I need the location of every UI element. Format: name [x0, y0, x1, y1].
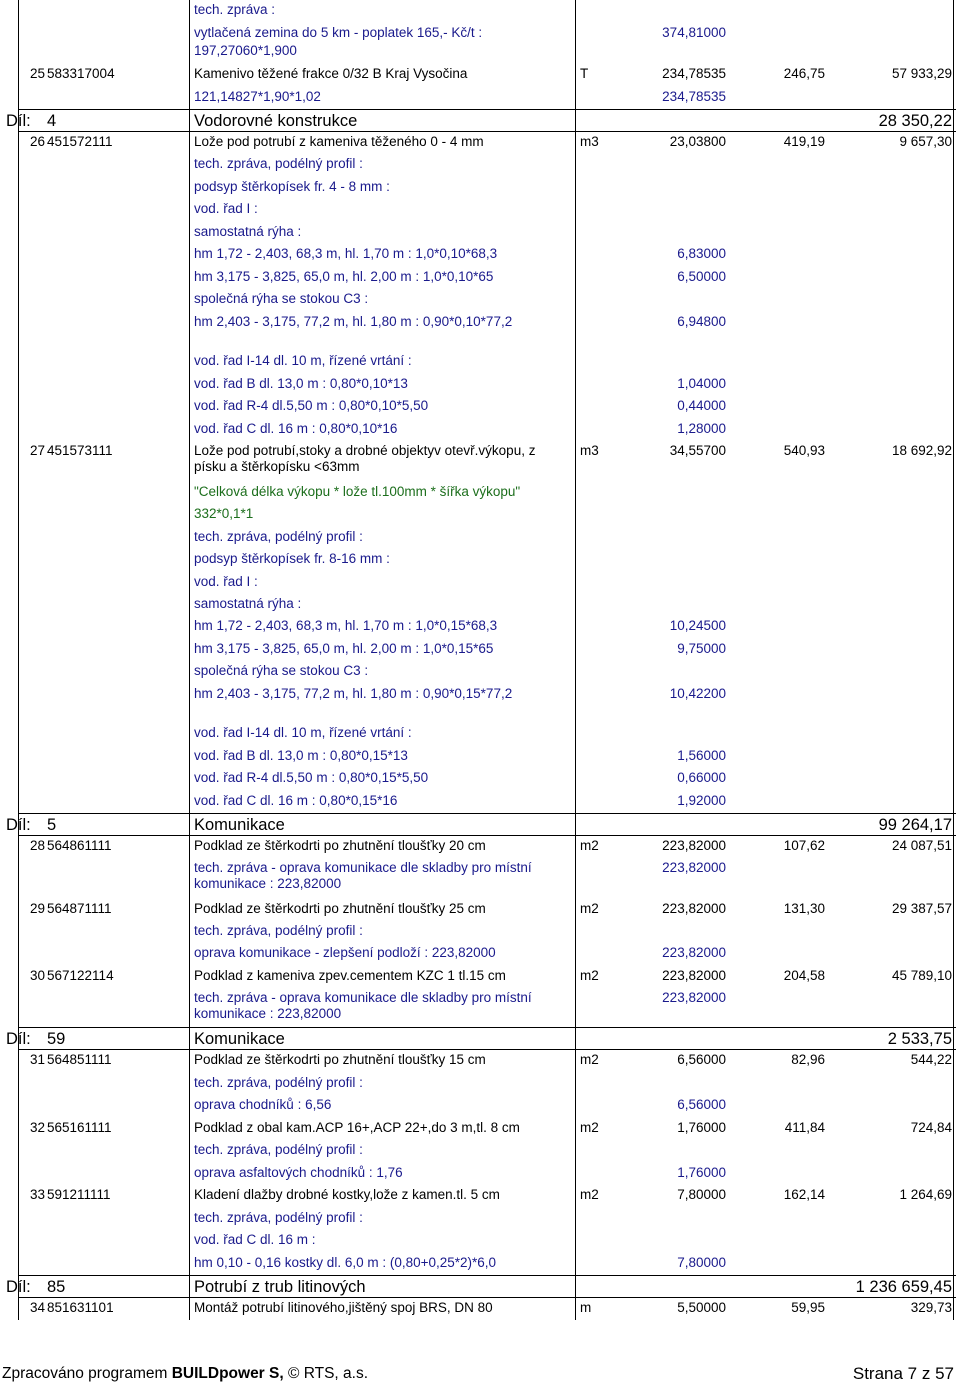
item-unit-price: 204,58: [783, 968, 825, 983]
item-note: vod. řad C dl. 16 m :: [194, 1232, 316, 1247]
item-quantity: 6,56000: [677, 1097, 726, 1112]
item-note: vod. řad C dl. 16 m : 0,80*0,10*16: [194, 421, 398, 436]
item-unit: m2: [580, 1120, 599, 1135]
item-quantity: 6,94800: [677, 314, 726, 329]
item-unit-price: 82,96: [791, 1052, 825, 1067]
item-description: Kamenivo těžené frakce 0/32 B Kraj Vysočina: [194, 66, 468, 81]
page-footer: [0, 1366, 960, 1388]
item-description: Podklad ze štěrkodrti po zhutnění tloušťky 25 cm: [194, 901, 486, 916]
item-number: 27: [29, 443, 45, 458]
item-note: podsyp štěrkopísek fr. 8-16 mm :: [194, 551, 390, 566]
item-quantity: 34,55700: [669, 443, 726, 458]
item-note: společná rýha se stokou C3 :: [194, 291, 369, 306]
section-number: 85: [47, 1278, 66, 1296]
item-note: společná rýha se stokou C3 :: [194, 663, 369, 678]
item-quantity: 234,78535: [662, 66, 726, 81]
item-total: 57 933,29: [891, 66, 952, 81]
item-code: 564871111: [47, 901, 112, 916]
section-border-top: [18, 1027, 956, 1028]
item-total: 9 657,30: [899, 134, 952, 149]
item-quantity: 0,66000: [677, 770, 726, 785]
item-note: tech. zpráva :: [194, 2, 276, 17]
item-code: 591211111: [47, 1187, 111, 1202]
item-total: 329,73: [910, 1300, 952, 1315]
item-total: 544,22: [910, 1052, 952, 1067]
item-quantity: 6,56000: [677, 1052, 726, 1067]
item-number: 30: [29, 968, 45, 983]
item-note: vod. řad B dl. 13,0 m : 0,80*0,10*13: [194, 376, 408, 391]
item-quantity: 10,42200: [669, 686, 726, 701]
item-quantity: 1,76000: [677, 1165, 726, 1180]
item-note: 332*0,1*1: [194, 506, 254, 521]
item-quantity: 1,04000: [677, 376, 726, 391]
item-note: tech. zpráva, podélný profil :: [194, 156, 363, 171]
item-note: oprava komunikace - zlepšení podloží : 223,82000: [194, 945, 496, 960]
item-unit-price: 107,62: [783, 838, 825, 853]
item-note: vytlačená zemina do 5 km - poplatek 165,- Kč/t :: [194, 25, 483, 40]
footer-prefix: Zpracováno programem: [2, 1365, 172, 1382]
item-note: tech. zpráva, podélný profil :: [194, 529, 363, 544]
section-title: Komunikace: [194, 816, 285, 834]
item-note: hm 0,10 - 0,16 kostky dl. 6,0 m : (0,80+0,25*2)*6,0: [194, 1255, 497, 1270]
item-total: 724,84: [910, 1120, 952, 1135]
section-total: 28 350,22: [878, 112, 952, 130]
item-quantity: 234,78535: [662, 89, 726, 104]
item-note: hm 3,175 - 3,825, 65,0 m, hl. 2,00 m : 1,0*0,15*65: [194, 641, 494, 656]
item-number: 25: [29, 66, 45, 81]
item-unit-price: 131,30: [783, 901, 825, 916]
item-description: Podklad ze štěrkodrti po zhutnění tloušťky 20 cm: [194, 838, 486, 853]
item-total: 45 789,10: [891, 968, 952, 983]
item-description: Podklad z obal kam.ACP 16+,ACP 22+,do 3 m,tl. 8 cm: [194, 1120, 520, 1135]
item-unit: m3: [580, 443, 599, 458]
item-quantity: 9,75000: [677, 641, 726, 656]
item-number: 28: [29, 838, 45, 853]
item-total: 29 387,57: [891, 901, 952, 916]
item-total: 18 692,92: [891, 443, 952, 458]
item-note: oprava chodníků : 6,56: [194, 1097, 332, 1112]
item-unit: m2: [580, 901, 599, 916]
item-note: "Celková délka výkopu * lože tl.100mm * šířka výkopu": [194, 484, 521, 499]
item-unit: m3: [580, 134, 599, 149]
item-number: 34: [29, 1300, 45, 1315]
footer-copyright: © RTS, a.s.: [283, 1365, 369, 1382]
item-number: 31: [29, 1052, 45, 1067]
item-quantity: 223,82000: [662, 838, 726, 853]
item-code: 451572111: [47, 134, 113, 149]
item-note: tech. zpráva - oprava komunikace dle skladby pro místní komunikace : 223,82000: [194, 860, 532, 891]
item-note: vod. řad R-4 dl.5,50 m : 0,80*0,10*5,50: [194, 398, 429, 413]
item-quantity: 1,56000: [677, 748, 726, 763]
section-number: 4: [47, 112, 57, 130]
item-number: 26: [29, 134, 45, 149]
item-code: 583317004: [47, 66, 115, 81]
item-description: Podklad ze štěrkodrti po zhutnění tloušťky 15 cm: [194, 1052, 486, 1067]
section-border-bottom: [18, 1049, 956, 1050]
section-label: Díl:: [6, 112, 31, 130]
item-quantity: 0,44000: [677, 398, 726, 413]
item-code: 564861111: [47, 838, 112, 853]
item-quantity: 223,82000: [662, 968, 726, 983]
item-unit-price: 540,93: [783, 443, 825, 458]
item-quantity: 223,82000: [662, 945, 726, 960]
column-divider: [189, 0, 190, 1320]
page-number: Strana 7 z 57: [852, 1364, 954, 1383]
item-unit: m2: [580, 838, 599, 853]
item-note: vod. řad I :: [194, 574, 258, 589]
item-note: hm 1,72 - 2,403, 68,3 m, hl. 1,70 m : 1,0*0,10*68,3: [194, 246, 498, 261]
item-total: 1 264,69: [899, 1187, 952, 1202]
item-total: 24 087,51: [891, 838, 952, 853]
section-label: Díl:: [6, 1030, 31, 1048]
item-quantity: 1,28000: [677, 421, 726, 436]
item-note: vod. řad I :: [194, 201, 258, 216]
section-border-bottom: [18, 131, 956, 132]
item-note: vod. řad C dl. 16 m : 0,80*0,15*16: [194, 793, 398, 808]
table-border-right: [953, 0, 954, 1320]
item-description: Lože pod potrubí z kameniva těženého 0 - 4 mm: [194, 134, 484, 149]
item-quantity: 23,03800: [669, 134, 726, 149]
item-description: Montáž potrubí litinového,jištěný spoj BRS, DN 80: [194, 1300, 493, 1315]
section-border-top: [18, 109, 956, 110]
item-code: 564851111: [47, 1052, 112, 1067]
section-border-bottom: [18, 1297, 956, 1298]
item-unit-price: 246,75: [783, 66, 825, 81]
section-border-bottom: [18, 835, 956, 836]
item-quantity: 223,82000: [662, 990, 726, 1005]
item-code: 565161111: [47, 1120, 112, 1135]
item-note: vod. řad I-14 dl. 10 m, řízené vrtání :: [194, 725, 412, 740]
section-border-top: [18, 813, 956, 814]
item-note: 121,14827*1,90*1,02: [194, 89, 321, 104]
item-unit-price: 162,14: [783, 1187, 825, 1202]
item-note: samostatná rýha :: [194, 224, 302, 239]
section-total: 2 533,75: [887, 1030, 952, 1048]
item-note: oprava asfaltových chodníků : 1,76: [194, 1165, 403, 1180]
item-description: Podklad z kameniva zpev.cementem KZC 1 tl.15 cm: [194, 968, 506, 983]
section-total: 1 236 659,45: [855, 1278, 952, 1296]
item-note: tech. zpráva, podélný profil :: [194, 1075, 363, 1090]
section-number: 5: [47, 816, 57, 834]
item-note: podsyp štěrkopísek fr. 4 - 8 mm :: [194, 179, 390, 194]
item-quantity: 223,82000: [662, 860, 726, 875]
item-number: 33: [29, 1187, 45, 1202]
item-quantity: 5,50000: [677, 1300, 726, 1315]
item-description: Kladení dlažby drobné kostky,lože z kamen.tl. 5 cm: [194, 1187, 500, 1202]
item-quantity: 6,83000: [677, 246, 726, 261]
item-quantity: 7,80000: [677, 1255, 726, 1270]
item-quantity: 1,92000: [677, 793, 726, 808]
section-number: 59: [47, 1030, 66, 1048]
item-note: hm 2,403 - 3,175, 77,2 m, hl. 1,80 m : 0,90*0,10*77,2: [194, 314, 513, 329]
item-note: 197,27060*1,900: [194, 43, 297, 58]
item-quantity: 1,76000: [677, 1120, 726, 1135]
item-number: 32: [29, 1120, 45, 1135]
item-note: tech. zpráva, podélný profil :: [194, 1210, 363, 1225]
item-note: tech. zpráva, podélný profil :: [194, 923, 363, 938]
section-border-top: [18, 1275, 956, 1276]
item-note: vod. řad B dl. 13,0 m : 0,80*0,15*13: [194, 748, 408, 763]
section-label: Díl:: [6, 1278, 31, 1296]
item-quantity: 374,81000: [662, 25, 726, 40]
item-quantity: 10,24500: [669, 618, 726, 633]
item-note: vod. řad R-4 dl.5,50 m : 0,80*0,15*5,50: [194, 770, 429, 785]
footer-program: [2, 1366, 368, 1382]
item-quantity: 223,82000: [662, 901, 726, 916]
section-total: 99 264,17: [878, 816, 952, 834]
section-label: Díl:: [6, 816, 31, 834]
item-unit: m2: [580, 1052, 599, 1067]
section-title: Komunikace: [194, 1030, 285, 1048]
item-unit-price: 59,95: [791, 1300, 825, 1315]
item-code: 451573111: [47, 443, 113, 458]
footer-program-name: BUILDpower S,: [171, 1365, 284, 1382]
item-quantity: 7,80000: [677, 1187, 726, 1202]
item-quantity: 6,50000: [677, 269, 726, 284]
item-unit: m2: [580, 1187, 599, 1202]
item-note: hm 1,72 - 2,403, 68,3 m, hl. 1,70 m : 1,0*0,15*68,3: [194, 618, 498, 633]
item-note: hm 3,175 - 3,825, 65,0 m, hl. 2,00 m : 1,0*0,10*65: [194, 269, 494, 284]
section-title: Vodorovné konstrukce: [194, 112, 358, 130]
item-note: samostatná rýha :: [194, 596, 302, 611]
item-code: 567122114: [47, 968, 114, 983]
section-title: Potrubí z trub litinových: [194, 1278, 366, 1296]
item-description: Lože pod potrubí,stoky a drobné objektyv otevř.výkopu, z písku a štěrkopísku <63mm: [194, 443, 536, 474]
item-note: hm 2,403 - 3,175, 77,2 m, hl. 1,80 m : 0,90*0,15*77,2: [194, 686, 513, 701]
item-unit: m: [580, 1300, 592, 1315]
item-unit-price: 411,84: [784, 1120, 825, 1135]
item-code: 851631101: [47, 1300, 114, 1315]
item-unit: T: [580, 66, 589, 81]
item-note: vod. řad I-14 dl. 10 m, řízené vrtání :: [194, 353, 412, 368]
column-divider: [575, 0, 576, 1320]
item-note: tech. zpráva, podélný profil :: [194, 1142, 363, 1157]
item-unit: m2: [580, 968, 599, 983]
item-number: 29: [29, 901, 45, 916]
item-unit-price: 419,19: [783, 134, 825, 149]
item-note: tech. zpráva - oprava komunikace dle skladby pro místní komunikace : 223,82000: [194, 990, 532, 1021]
